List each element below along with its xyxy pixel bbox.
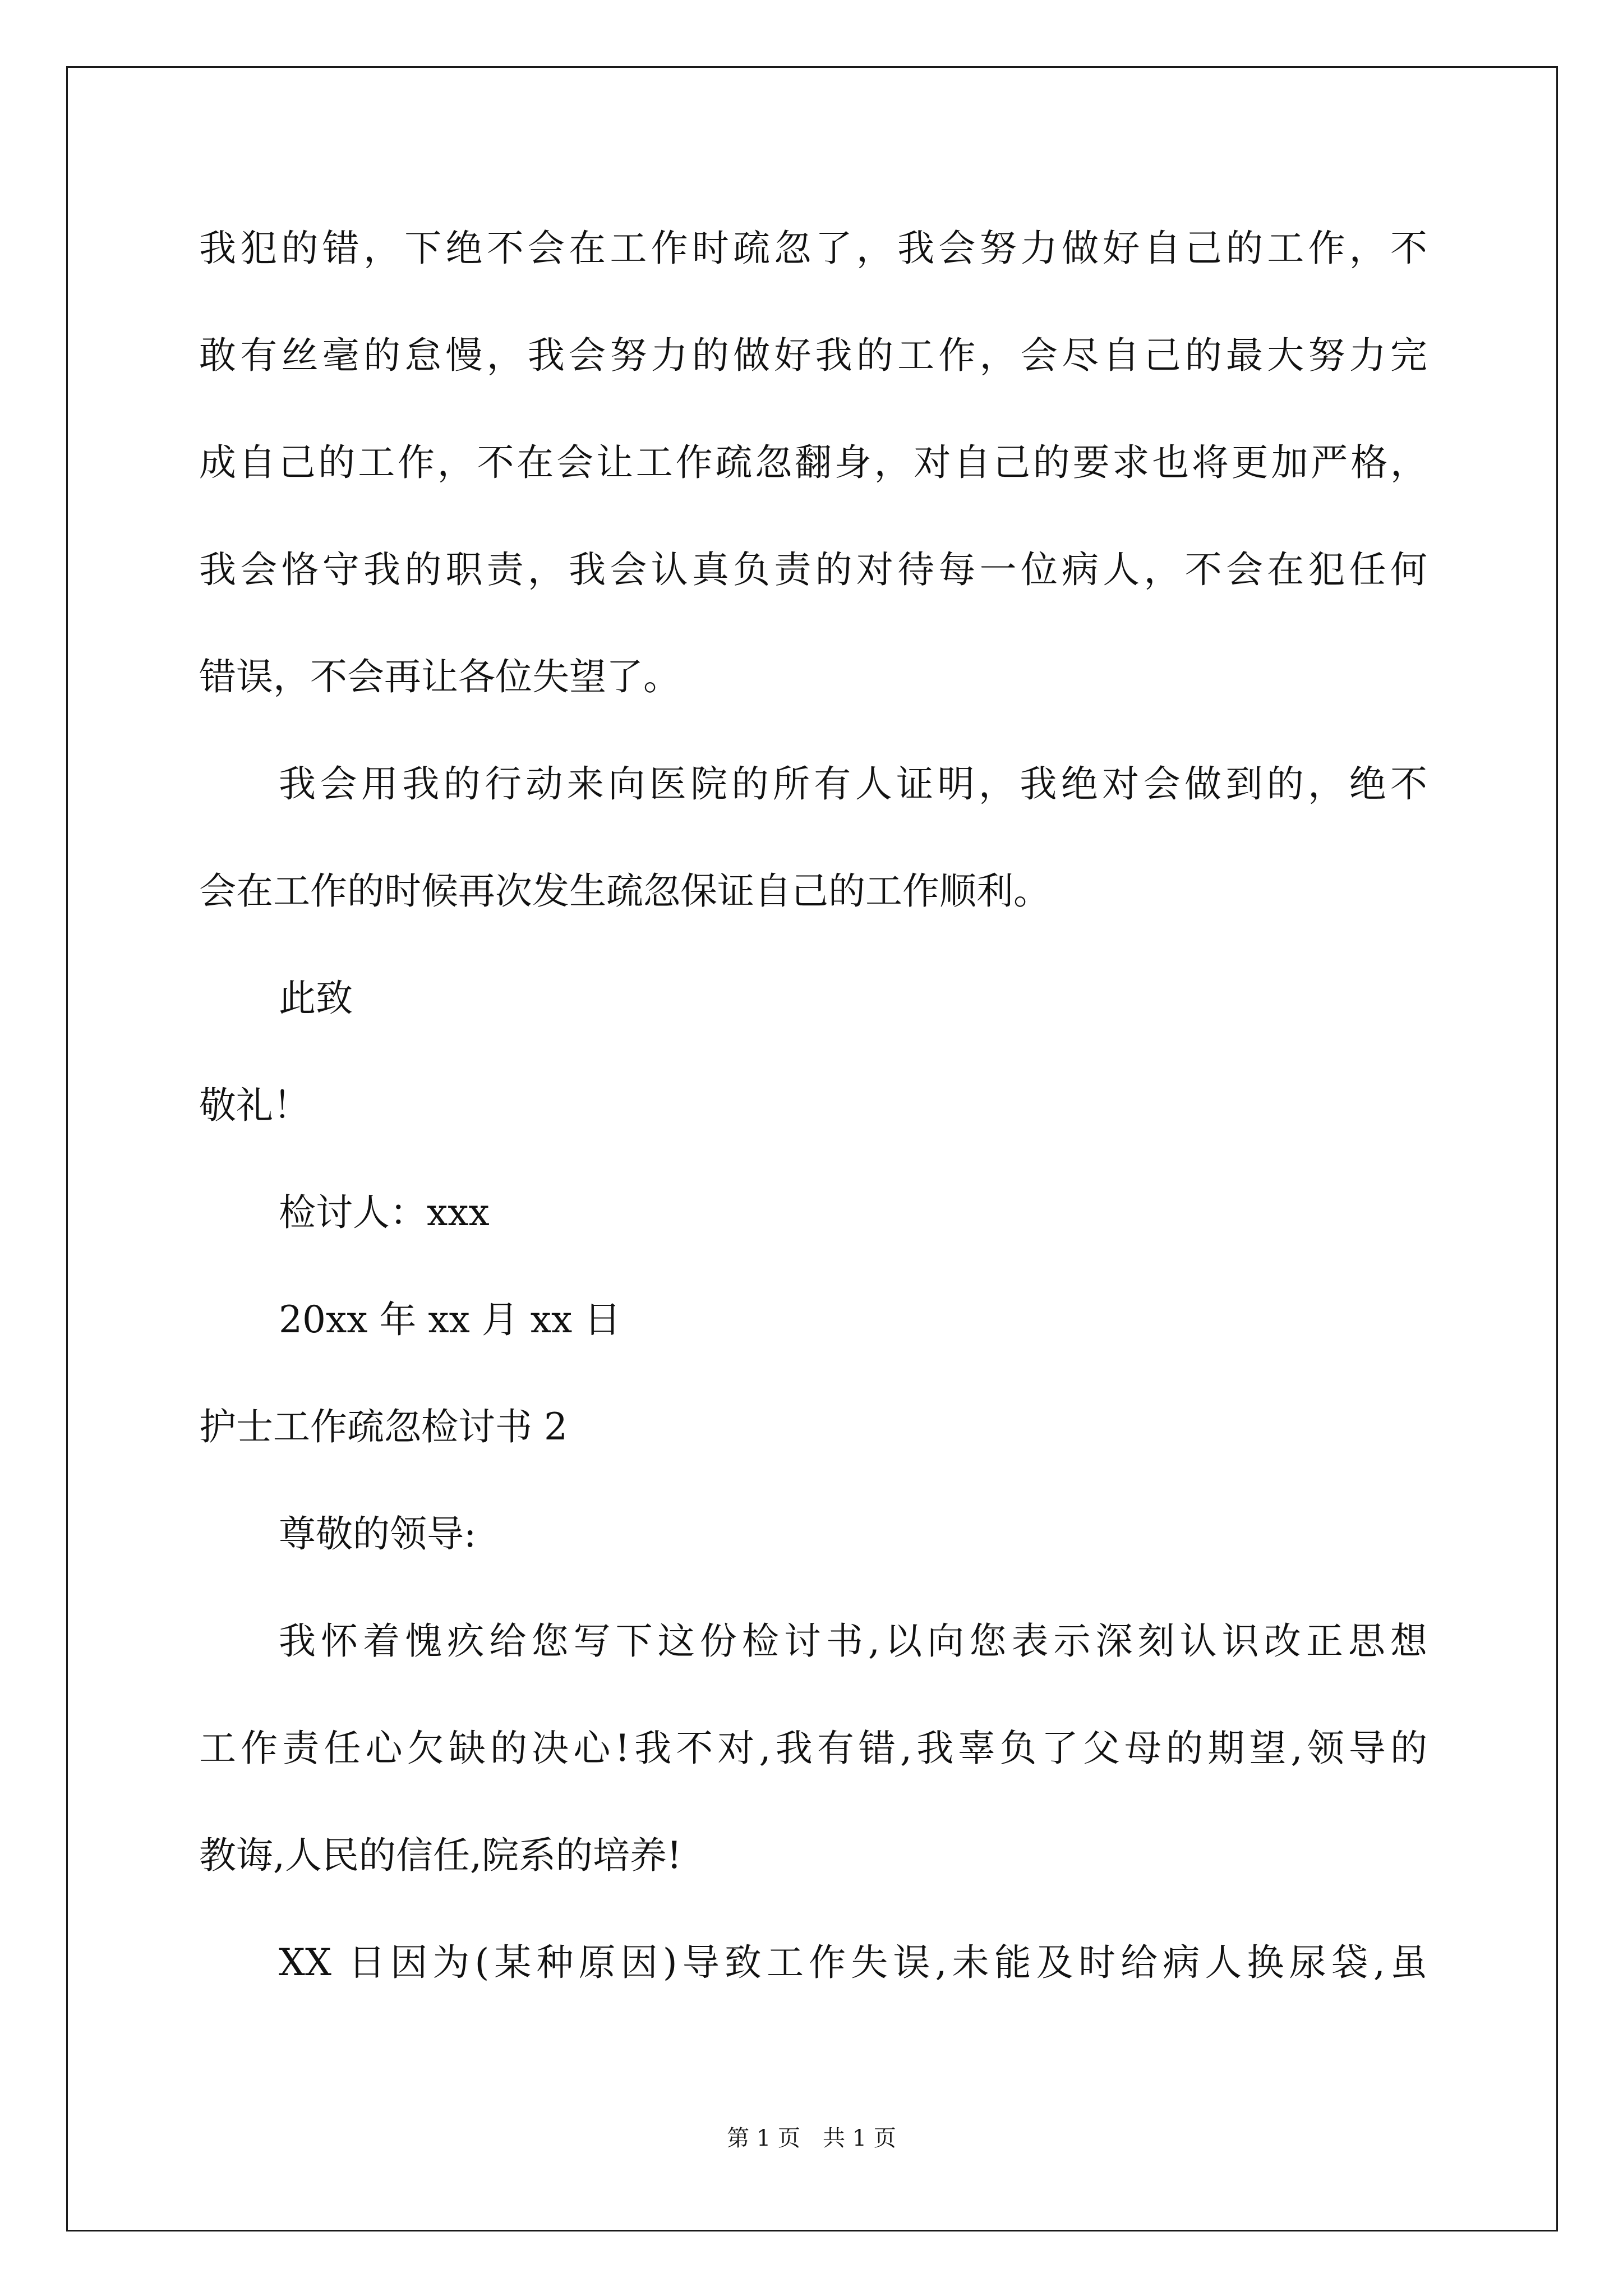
signature-line: 检讨人：xxx [279,1191,490,1234]
section-title: 护士工作疏忽检讨书 2 [199,1405,568,1448]
text-line: 我犯的错，下绝不会在工作时疏忽了，我会努力做好自己的工作，不 [199,227,1427,270]
text-line: 敢有丝毫的怠慢，我会努力的做好我的工作，会尽自己的最大努力完 [199,334,1427,377]
greeting-line: 尊敬的领导: [279,1512,477,1556]
text-line: 我怀着愧疚给您写下这份检讨书,以向您表示深刻认识改正思想 [279,1619,1427,1663]
text-line: 我会用我的行动来向医院的所有人证明，我绝对会做到的，绝不 [279,762,1427,806]
text-line: 会在工作的时候再次发生疏忽保证自己的工作顺利。 [199,869,1050,913]
text-line: 工作责任心欠缺的决心!我不对,我有错,我辜负了父母的期望,领导的 [199,1727,1427,1770]
page-number: 第 1 页 [727,2125,800,2151]
text-line: 教诲,人民的信任,院系的培养! [199,1834,682,1877]
page-footer [0,2127,1623,2150]
text-line: 错误，不会再让各位失望了。 [199,655,680,698]
closing-regards: 敬礼！ [199,1084,310,1127]
page-border [66,66,1558,2231]
date-line: 20xx 年 xx 月 xx 日 [279,1298,621,1341]
page-total: 共 1 页 [823,2125,896,2151]
text-line: 我会恪守我的职责，我会认真负责的对待每一位病人，不会在犯任何 [199,548,1427,591]
text-line: 成自己的工作，不在会让工作疏忽翻身，对自己的要求也将更加严格， [199,441,1427,484]
text-line: XX 日因为(某种原因)导致工作失误,未能及时给病人换尿袋,虽 [279,1941,1427,1984]
closing-salutation: 此致 [279,977,353,1020]
